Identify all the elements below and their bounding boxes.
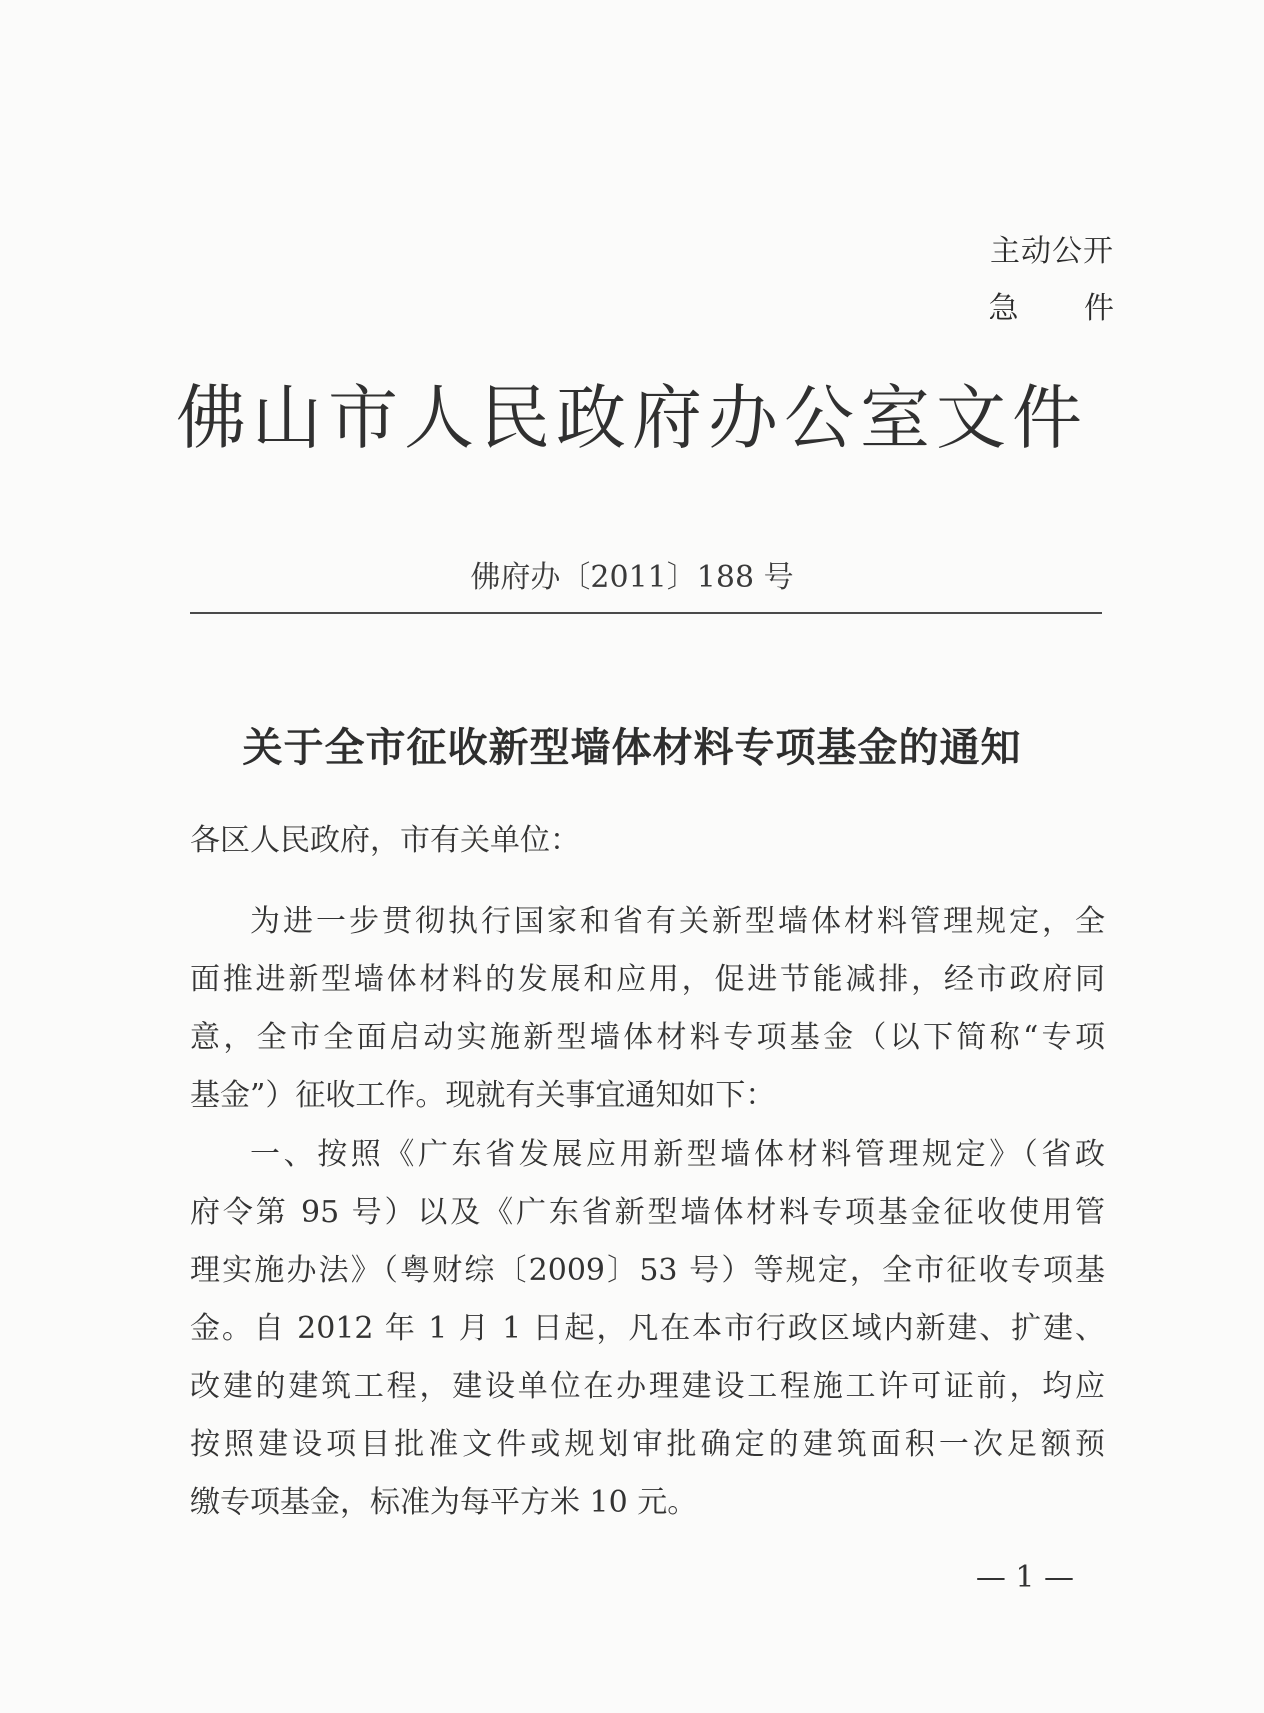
header-divider <box>190 612 1102 614</box>
paragraph-line: 一、按照《广东省发展应用新型墙体材料管理规定》（省政 <box>250 1137 1105 1172</box>
paragraph-line: 面推进新型墙体材料的发展和应用，促进节能减排，经市政府同 <box>190 962 1105 997</box>
paragraph-line: 缴专项基金，标准为每平方米 10 元。 <box>190 1485 698 1520</box>
disclosure-mark: 主动公开 <box>990 234 1114 269</box>
page-number: — 1 — <box>975 1560 1074 1595</box>
urgency-mark: 急 件 <box>988 291 1142 326</box>
paragraph-line: 金。自 2012 年 1 月 1 日起，凡在本市行政区域内新建、扩建、 <box>190 1311 1105 1346</box>
paragraph-line: 按照建设项目批准文件或规划审批确定的建筑面积一次足额预 <box>190 1427 1105 1462</box>
paragraph-line: 府令第 95 号）以及《广东省新型墙体材料专项基金征收使用管 <box>190 1195 1105 1230</box>
paragraph-line: 基金”）征收工作。现就有关事宜通知如下： <box>190 1078 776 1113</box>
issuer-header: 佛山市人民政府办公室文件 <box>176 377 1088 459</box>
salutation: 各区人民政府，市有关单位： <box>190 823 580 858</box>
paragraph-line: 理实施办法》（粤财综〔2009〕53 号）等规定，全市征收专项基 <box>190 1253 1105 1288</box>
paragraph-line: 改建的建筑工程，建设单位在办理建设工程施工许可证前，均应 <box>190 1369 1105 1404</box>
body-paragraph-2 <box>190 1126 1105 1532</box>
body-paragraph-1 <box>190 893 1105 1125</box>
document-number: 佛府办〔2011〕188 号 <box>470 560 794 595</box>
paragraph-line: 意，全市全面启动实施新型墙体材料专项基金（以下简称“专项 <box>190 1020 1105 1055</box>
document-title: 关于全市征收新型墙体材料专项基金的通知 <box>242 725 1022 771</box>
paragraph-line: 为进一步贯彻执行国家和省有关新型墙体材料管理规定，全 <box>250 904 1105 939</box>
